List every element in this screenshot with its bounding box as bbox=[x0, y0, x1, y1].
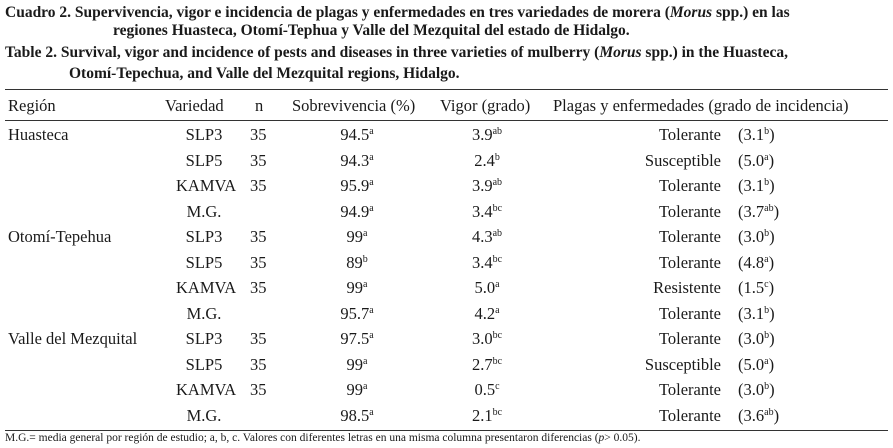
incidence-letter: ab bbox=[764, 202, 774, 214]
survival-letter: a bbox=[369, 330, 374, 341]
row-survival bbox=[322, 278, 392, 298]
incidence-close: ) bbox=[768, 252, 775, 272]
header-region: Región bbox=[8, 96, 56, 115]
vigor-value: 3.9 bbox=[471, 176, 493, 195]
survival-value: 99 bbox=[346, 278, 364, 297]
vigor-letter: ab bbox=[492, 228, 503, 239]
survival-letter: a bbox=[363, 381, 368, 392]
row-n: 35 bbox=[250, 227, 267, 246]
incidence-value: 5.0 bbox=[743, 150, 765, 170]
incidence-letter: b bbox=[764, 228, 770, 239]
row-variety: M.G. bbox=[186, 303, 222, 323]
incidence-value: 3.0 bbox=[743, 227, 765, 246]
incidence-close: ) bbox=[769, 329, 775, 348]
row-status: Tolerante bbox=[658, 329, 721, 348]
survival-value: 99 bbox=[346, 380, 364, 399]
incidence-letter: c bbox=[764, 279, 769, 290]
vigor-value: 3.4 bbox=[471, 201, 493, 221]
incidence-close: ) bbox=[768, 150, 775, 170]
row-n: 35 bbox=[250, 125, 267, 144]
row-incidence bbox=[738, 329, 775, 349]
incidence-close: ) bbox=[769, 125, 775, 144]
incidence-open: ( bbox=[738, 125, 744, 144]
vigor-value: 2.7 bbox=[471, 354, 493, 374]
survival-value: 94.9 bbox=[340, 201, 370, 221]
incidence-open: ( bbox=[738, 329, 744, 348]
incidence-value: 3.7 bbox=[743, 201, 765, 221]
vigor-letter: a bbox=[495, 304, 500, 316]
incidence-open: ( bbox=[738, 405, 744, 425]
row-variety: SLP3 bbox=[185, 125, 223, 144]
survival-letter: a bbox=[369, 304, 374, 316]
row-vigor bbox=[452, 304, 522, 324]
table-top-rule bbox=[5, 89, 888, 90]
row-variety: KAMVA bbox=[176, 278, 237, 297]
row-survival bbox=[322, 304, 392, 324]
row-variety: SLP5 bbox=[185, 252, 223, 272]
row-survival bbox=[322, 253, 392, 273]
incidence-letter: a bbox=[764, 253, 769, 265]
row-n: 35 bbox=[250, 380, 267, 399]
incidence-open: ( bbox=[738, 201, 744, 221]
vigor-letter: bc bbox=[492, 253, 503, 265]
vigor-letter: ab bbox=[492, 177, 503, 188]
row-incidence bbox=[738, 278, 774, 298]
incidence-close: ) bbox=[768, 278, 775, 297]
header-bottom-rule bbox=[5, 120, 888, 121]
incidence-value: 3.1 bbox=[743, 303, 765, 323]
incidence-value: 3.1 bbox=[743, 125, 765, 144]
incidence-open: ( bbox=[738, 380, 744, 399]
row-status: Tolerante bbox=[658, 227, 721, 246]
caption-es-line2: regiones Huasteca, Otomí-Tephua y Valle del Mezquital del estado de Hidalgo. bbox=[113, 22, 630, 39]
incidence-open: ( bbox=[738, 354, 744, 374]
vigor-value: 3.4 bbox=[471, 252, 493, 272]
row-vigor bbox=[452, 176, 522, 196]
row-variety: KAMVA bbox=[176, 176, 237, 195]
incidence-close: ) bbox=[769, 176, 775, 195]
row-vigor bbox=[452, 151, 522, 171]
incidence-letter: a bbox=[764, 151, 769, 163]
row-status: Tolerante bbox=[658, 252, 721, 272]
incidence-letter: b bbox=[764, 381, 770, 392]
incidence-letter: a bbox=[764, 355, 769, 367]
row-variety: M.G. bbox=[186, 201, 222, 221]
row-status: Resistente bbox=[653, 278, 721, 297]
survival-value: 99 bbox=[346, 227, 364, 246]
vigor-value: 3.0 bbox=[471, 329, 493, 348]
survival-letter: a bbox=[369, 177, 374, 188]
incidence-open: ( bbox=[738, 278, 744, 297]
row-vigor bbox=[452, 278, 522, 298]
vigor-letter: bc bbox=[492, 406, 503, 418]
row-n: 35 bbox=[250, 150, 267, 170]
incidence-value: 3.6 bbox=[743, 405, 765, 425]
incidence-close: ) bbox=[769, 227, 775, 246]
incidence-letter: b bbox=[764, 126, 770, 137]
vigor-value: 4.2 bbox=[474, 303, 496, 323]
row-survival bbox=[322, 227, 392, 247]
vigor-value: 4.3 bbox=[471, 227, 493, 246]
vigor-letter: a bbox=[495, 279, 500, 290]
row-n: 35 bbox=[250, 329, 267, 348]
survival-value: 94.3 bbox=[340, 150, 370, 170]
survival-value: 95.9 bbox=[340, 176, 370, 195]
row-variety: SLP3 bbox=[185, 227, 223, 246]
row-survival bbox=[322, 380, 392, 400]
row-incidence bbox=[738, 151, 774, 171]
row-survival bbox=[322, 355, 392, 375]
vigor-letter: bc bbox=[492, 355, 503, 367]
row-vigor bbox=[452, 202, 522, 222]
row-status: Tolerante bbox=[658, 176, 721, 195]
row-survival bbox=[322, 329, 392, 349]
survival-letter: a bbox=[363, 228, 368, 239]
row-incidence bbox=[738, 406, 779, 426]
vigor-value: 3.9 bbox=[471, 125, 493, 144]
incidence-close: ) bbox=[769, 303, 775, 323]
row-variety: KAMVA bbox=[176, 380, 237, 399]
vigor-letter: bc bbox=[492, 202, 503, 214]
survival-letter: a bbox=[363, 279, 368, 290]
header-variety: Variedad bbox=[165, 96, 224, 115]
vigor-letter: ab bbox=[492, 126, 503, 137]
incidence-close: ) bbox=[773, 201, 780, 221]
incidence-value: 5.0 bbox=[743, 354, 765, 374]
row-variety: M.G. bbox=[186, 405, 222, 425]
survival-letter: b bbox=[362, 253, 368, 265]
incidence-value: 3.0 bbox=[743, 329, 765, 348]
row-n: 35 bbox=[250, 278, 267, 297]
vigor-value: 0.5 bbox=[474, 380, 496, 399]
row-n: 35 bbox=[250, 354, 267, 374]
survival-letter: a bbox=[363, 355, 368, 367]
survival-letter: a bbox=[369, 202, 374, 214]
row-survival bbox=[322, 151, 392, 171]
caption-en-line1: Table 2. Survival, vigor and incidence of pests and diseases in three varieties of mulberry (Morus spp.) in the Huasteca, bbox=[5, 44, 788, 61]
row-vigor bbox=[452, 355, 522, 375]
vigor-value: 5.0 bbox=[474, 278, 496, 297]
row-survival bbox=[322, 176, 392, 196]
header-pests: Plagas y enfermedades (grado de incidencia) bbox=[553, 96, 849, 115]
row-region: Otomí-Tepehua bbox=[8, 227, 112, 246]
row-status: Susceptible bbox=[644, 354, 721, 374]
row-incidence bbox=[738, 304, 775, 324]
survival-value: 98.5 bbox=[340, 405, 370, 425]
vigor-value: 2.1 bbox=[471, 405, 493, 425]
row-survival bbox=[322, 202, 392, 222]
row-status: Susceptible bbox=[644, 150, 721, 170]
survival-letter: a bbox=[369, 151, 374, 163]
incidence-value: 3.0 bbox=[743, 380, 765, 399]
row-status: Tolerante bbox=[658, 201, 721, 221]
incidence-close: ) bbox=[768, 354, 775, 374]
row-variety: SLP3 bbox=[185, 329, 223, 348]
row-status: Tolerante bbox=[658, 405, 721, 425]
incidence-open: ( bbox=[738, 150, 744, 170]
header-survival: Sobrevivencia (%) bbox=[292, 96, 416, 115]
row-vigor bbox=[452, 253, 522, 273]
incidence-open: ( bbox=[738, 303, 744, 323]
incidence-letter: b bbox=[764, 177, 770, 188]
survival-value: 97.5 bbox=[340, 329, 370, 348]
incidence-value: 4.8 bbox=[743, 252, 765, 272]
vigor-value: 2.4 bbox=[474, 150, 495, 170]
incidence-value: 3.1 bbox=[743, 176, 765, 195]
incidence-letter: ab bbox=[764, 406, 774, 418]
row-incidence bbox=[738, 227, 775, 247]
row-vigor bbox=[452, 329, 522, 349]
row-incidence bbox=[738, 355, 774, 375]
row-vigor bbox=[452, 125, 522, 145]
incidence-close: ) bbox=[773, 405, 780, 425]
survival-letter: a bbox=[369, 406, 374, 418]
row-status: Tolerante bbox=[658, 125, 721, 144]
incidence-open: ( bbox=[738, 176, 744, 195]
row-survival bbox=[322, 125, 392, 145]
row-vigor bbox=[452, 406, 522, 426]
row-region: Valle del Mezquital bbox=[8, 329, 138, 348]
row-vigor bbox=[452, 227, 522, 247]
survival-value: 94.5 bbox=[340, 125, 370, 144]
caption-en-line2: Otomí-Tepechua, and Valle del Mezquital regions, Hidalgo. bbox=[69, 65, 460, 82]
incidence-letter: b bbox=[764, 330, 770, 341]
vigor-letter: b bbox=[494, 151, 500, 163]
row-incidence bbox=[738, 380, 775, 400]
header-vigor: Vigor (grado) bbox=[440, 96, 531, 115]
vigor-letter: c bbox=[495, 381, 500, 392]
row-survival bbox=[322, 406, 392, 426]
row-incidence bbox=[738, 253, 774, 273]
row-incidence bbox=[738, 176, 775, 196]
row-n: 35 bbox=[250, 252, 267, 272]
survival-value: 99 bbox=[346, 354, 364, 374]
caption-es-line1: Cuadro 2. Supervivencia, vigor e incidencia de plagas y enfermedades en tres variedades de morera (Morus spp.) en las bbox=[5, 4, 790, 21]
incidence-letter: b bbox=[764, 304, 770, 316]
survival-value: 89 bbox=[346, 252, 363, 272]
incidence-close: ) bbox=[769, 380, 775, 399]
row-status: Tolerante bbox=[658, 380, 721, 399]
header-n: n bbox=[255, 96, 264, 115]
row-incidence bbox=[738, 202, 779, 222]
table-footnote: M.G.= media general por región de estudio; a, b, c. Valores con diferentes letras en una misma columna presentaron diferencias (p> 0.05). bbox=[5, 432, 641, 444]
row-region: Huasteca bbox=[8, 125, 69, 144]
row-variety: SLP5 bbox=[185, 150, 223, 170]
incidence-open: ( bbox=[738, 227, 744, 246]
survival-value: 95.7 bbox=[340, 303, 370, 323]
vigor-letter: bc bbox=[492, 330, 503, 341]
row-variety: SLP5 bbox=[185, 354, 223, 374]
incidence-value: 1.5 bbox=[743, 278, 765, 297]
row-incidence bbox=[738, 125, 775, 145]
row-status: Tolerante bbox=[658, 303, 721, 323]
survival-letter: a bbox=[369, 126, 374, 137]
row-n: 35 bbox=[250, 176, 267, 195]
incidence-open: ( bbox=[738, 252, 744, 272]
row-vigor bbox=[452, 380, 522, 400]
